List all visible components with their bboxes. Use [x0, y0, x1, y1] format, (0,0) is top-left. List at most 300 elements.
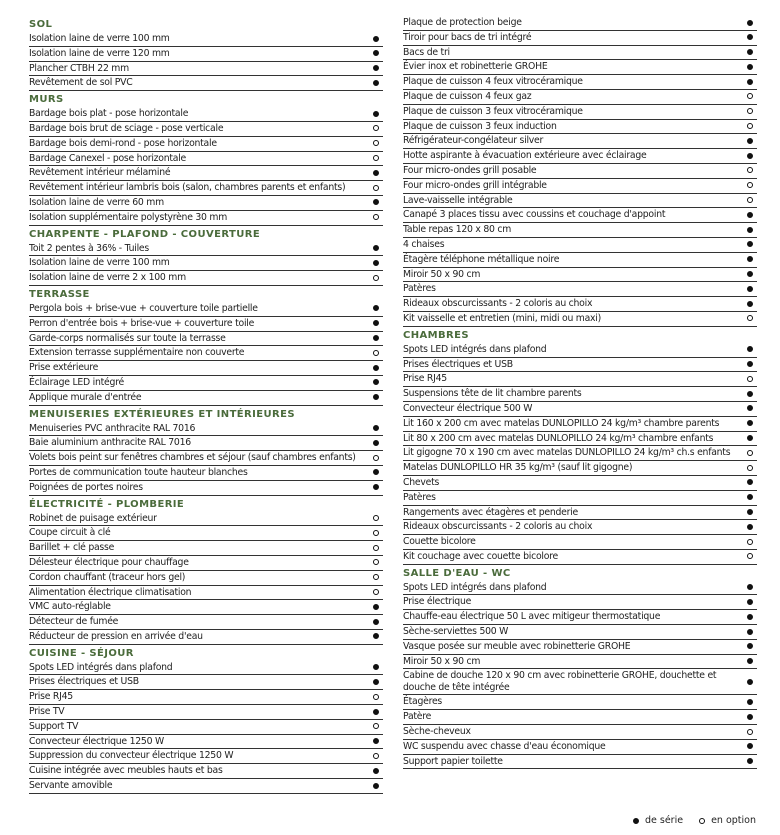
standard-dot-icon: [373, 365, 379, 371]
spec-label: Prises électriques et USB: [29, 676, 139, 688]
spec-label: Barillet + clé passe: [29, 542, 115, 554]
spec-row: [403, 520, 757, 535]
spec-label: Robinet de puisage extérieur: [29, 512, 157, 524]
status-marker: [369, 586, 383, 600]
option-circle-icon: [373, 694, 379, 700]
standard-dot-icon: [373, 604, 379, 610]
spec-row: [403, 417, 757, 432]
standard-dot-icon: [747, 643, 753, 649]
right-column: [403, 16, 757, 769]
standard-dot-icon: [373, 111, 379, 117]
status-marker: [743, 60, 757, 74]
standard-dot-icon: [747, 346, 753, 352]
spec-row: [29, 630, 383, 645]
spec-label: Miroir 50 x 90 cm: [403, 268, 481, 280]
spec-label: Tiroir pour bacs de tri intégré: [403, 31, 532, 43]
status-marker: [743, 755, 757, 769]
option-circle-icon: [373, 275, 379, 281]
spec-label: Garde-corps normalisés sur toute la terrasse: [29, 332, 226, 344]
option-circle-icon: [747, 123, 753, 129]
section-title: SOL: [29, 19, 53, 30]
standard-dot-icon: [747, 34, 753, 40]
status-marker: [743, 120, 757, 134]
spec-label: Support TV: [29, 720, 79, 732]
spec-label: Réducteur de pression en arrivée d'eau: [29, 630, 203, 642]
section-title: SALLE D'EAU - WC: [403, 567, 511, 579]
spec-row: [403, 402, 757, 417]
status-marker: [369, 436, 383, 450]
spec-row: [403, 60, 757, 75]
status-marker: [369, 541, 383, 555]
standard-dot-icon: [747, 391, 753, 397]
standard-dot-icon: [747, 699, 753, 705]
spec-row: [29, 512, 383, 527]
spec-label: Délesteur électrique pour chauffage: [29, 556, 189, 568]
option-circle-icon: [373, 589, 379, 595]
spec-row: [403, 446, 757, 461]
status-marker: [743, 610, 757, 624]
spec-row: [29, 526, 383, 541]
spec-label: Prise électrique: [403, 596, 472, 608]
spec-label: Prises électriques et USB: [403, 358, 513, 370]
spec-label: Servante amovible: [29, 780, 113, 792]
status-marker: [369, 481, 383, 495]
spec-row: [403, 432, 757, 447]
spec-label: Plaque de cuisson 4 feux vitrocéramique: [403, 76, 583, 88]
spec-label: VMC auto-réglable: [29, 601, 111, 613]
spec-row: [29, 376, 383, 391]
spec-row: [29, 346, 383, 361]
status-marker: [743, 343, 757, 357]
status-marker: [369, 47, 383, 61]
spec-row: [403, 655, 757, 670]
option-circle-icon: [747, 167, 753, 173]
spec-label: Convecteur électrique 500 W: [403, 402, 533, 414]
spec-row: [403, 358, 757, 373]
standard-dot-icon: [373, 170, 379, 176]
spec-label: Applique murale d'entrée: [29, 391, 142, 403]
spec-label: Isolation laine de verre 100 mm: [29, 33, 170, 44]
status-marker: [369, 32, 383, 46]
option-circle-icon: [373, 350, 379, 356]
status-marker: [743, 625, 757, 639]
status-marker: [369, 466, 383, 480]
spec-row: [29, 317, 383, 332]
status-marker: [743, 695, 757, 709]
section-title: MENUISERIES EXTÉRIEURES ET INTÉRIEURES: [29, 408, 295, 420]
spec-label: Spots LED intégrés dans plafond: [403, 581, 547, 593]
option-circle-icon: [747, 376, 753, 382]
status-marker: [369, 346, 383, 360]
standard-dot-icon: [747, 286, 753, 292]
status-marker: [743, 655, 757, 669]
spec-row: [29, 47, 383, 62]
standard-dot-icon: [747, 658, 753, 664]
status-marker: [369, 317, 383, 331]
status-marker: [369, 391, 383, 405]
standard-dot-icon: [747, 271, 753, 277]
standard-dot-icon: [747, 629, 753, 635]
spec-label: Bardage Canexel - pose horizontale: [29, 152, 187, 164]
spec-label: Plaque de protection beige: [403, 17, 522, 28]
standard-dot-icon: [747, 64, 753, 70]
option-circle-icon: [373, 723, 379, 729]
spec-label: Étagère téléphone métallique noire: [403, 253, 560, 265]
option-circle-icon: [747, 539, 753, 545]
status-marker: [743, 535, 757, 549]
spec-label: Isolation laine de verre 100 mm: [29, 257, 170, 269]
spec-label: Alimentation électrique climatisation: [29, 586, 192, 598]
spec-row: [29, 481, 383, 496]
spec-label: Sèche-serviettes 500 W: [403, 626, 509, 638]
status-marker: [369, 615, 383, 629]
standard-dot-icon: [747, 301, 753, 307]
standard-dot-icon: [373, 425, 379, 431]
spec-row: [403, 669, 757, 695]
spec-label: Table repas 120 x 80 cm: [403, 224, 512, 236]
legend-option-label: en option: [711, 815, 756, 826]
section-electricite-plomberie: [29, 497, 383, 645]
status-marker: [743, 46, 757, 60]
spec-row: [29, 466, 383, 481]
standard-dot-icon: [747, 361, 753, 367]
spec-row: [403, 625, 757, 640]
spec-label: Plaque de cuisson 3 feux induction: [403, 120, 557, 132]
spec-label: Kit couchage avec couette bicolore: [403, 550, 559, 562]
standard-dot-icon: [747, 241, 753, 247]
standard-dot-icon: [747, 405, 753, 411]
spec-row: [29, 436, 383, 451]
standard-dot-icon: [747, 256, 753, 262]
spec-label: Chauffe-eau électrique 50 L avec mitigeur thermostatique: [403, 611, 661, 623]
spec-row: [403, 134, 757, 149]
spec-label: Baie aluminium anthracite RAL 7016: [29, 437, 191, 449]
option-circle-icon: [373, 125, 379, 131]
standard-dot-icon: [747, 679, 753, 685]
standard-dot-icon: [747, 420, 753, 426]
spec-label: Extension terrasse supplémentaire non couverte: [29, 347, 245, 359]
spec-row: [403, 755, 757, 770]
standard-dot-icon: [747, 212, 753, 218]
spec-row: [403, 297, 757, 312]
spec-label: Pergola bois + brise-vue + couverture toile partielle: [29, 302, 258, 314]
status-marker: [743, 134, 757, 148]
spec-label: Menuiseries PVC anthracite RAL 7016: [29, 422, 196, 434]
option-circle-icon: [373, 185, 379, 191]
option-circle-icon: [373, 574, 379, 580]
status-marker: [369, 332, 383, 346]
spec-label: Rideaux obscurcissants - 2 coloris au choix: [403, 298, 593, 310]
standard-dot-icon: [373, 440, 379, 446]
standard-dot-icon: [747, 758, 753, 764]
status-marker: [743, 725, 757, 739]
section-salle-d-eau-wc: [403, 566, 757, 770]
spec-label: Patères: [403, 491, 436, 503]
status-marker: [743, 282, 757, 296]
spec-label: Lit gigogne 70 x 190 cm avec matelas DUNLOPILLO 24 kg/m³ ch.s enfants: [403, 447, 731, 459]
spec-row: [29, 451, 383, 466]
spec-row: [403, 695, 757, 710]
spec-label: Isolation laine de verre 2 x 100 mm: [29, 272, 186, 284]
spec-label: Portes de communication toute hauteur blanches: [29, 466, 248, 478]
standard-dot-icon: [747, 599, 753, 605]
status-marker: [743, 372, 757, 386]
spec-row: [403, 476, 757, 491]
spec-row: [29, 779, 383, 794]
spec-label: Prise TV: [29, 706, 65, 718]
spec-row: [29, 615, 383, 630]
standard-dot-icon: [747, 494, 753, 500]
status-marker: [743, 31, 757, 45]
standard-dot-icon: [373, 394, 379, 400]
status-marker: [369, 211, 383, 225]
status-marker: [369, 302, 383, 316]
spec-row: [403, 506, 757, 521]
section-terrasse: [29, 287, 383, 406]
standard-dot-icon: [373, 679, 379, 685]
spec-row: [29, 107, 383, 122]
spec-label: Rangements avec étagères et penderie: [403, 506, 578, 518]
option-circle-icon: [747, 197, 753, 203]
spec-row: [403, 90, 757, 105]
spec-row: [403, 179, 757, 194]
status-marker: [369, 376, 383, 390]
standard-dot-icon: [373, 709, 379, 715]
option-circle-icon: [747, 450, 753, 456]
spec-row: [403, 268, 757, 283]
spec-row: [403, 640, 757, 655]
standard-dot-icon: [373, 50, 379, 56]
spec-row: [29, 556, 383, 571]
spec-row: [403, 164, 757, 179]
spec-row: [403, 491, 757, 506]
spec-label: Revêtement de sol PVC: [29, 77, 133, 89]
option-circle-icon: [373, 455, 379, 461]
status-marker: [743, 268, 757, 282]
spec-label: Volets bois peint sur fenêtres chambres et séjour (sauf chambres enfants): [29, 452, 356, 464]
status-marker: [743, 149, 757, 163]
status-marker: [743, 164, 757, 178]
spec-label: Matelas DUNLOPILLO HR 35 kg/m³ (sauf lit gigogne): [403, 462, 633, 474]
spec-row: [29, 720, 383, 735]
spec-label: Bardage bois plat - pose horizontale: [29, 108, 189, 120]
spec-row: [29, 181, 383, 196]
status-marker: [369, 735, 383, 749]
status-marker: [369, 600, 383, 614]
status-marker: [743, 387, 757, 401]
status-marker: [743, 238, 757, 252]
status-marker: [743, 581, 757, 595]
option-circle-icon: [747, 553, 753, 559]
spec-label: Plaque de cuisson 4 feux gaz: [403, 90, 532, 102]
spec-row: [29, 32, 383, 47]
spec-row: [403, 194, 757, 209]
spec-label: Support papier toilette: [403, 755, 503, 767]
spec-label: Prise RJ45: [29, 691, 73, 703]
spec-row: [29, 122, 383, 137]
status-marker: [369, 705, 383, 719]
spec-row: [403, 581, 757, 596]
spec-label: Isolation supplémentaire polystyrène 30 mm: [29, 211, 228, 223]
spec-row: [29, 735, 383, 750]
spec-label: Toit 2 pentes à 36% - Tuiles: [29, 242, 149, 254]
status-marker: [743, 358, 757, 372]
standard-dot-icon: [747, 743, 753, 749]
spec-row: [403, 535, 757, 550]
spec-label: Kit vaisselle et entretien (mini, midi ou maxi): [403, 312, 602, 324]
standard-dot-icon: [373, 738, 379, 744]
status-marker: [743, 417, 757, 431]
status-marker: [369, 242, 383, 256]
spec-label: Vasque posée sur meuble avec robinetterie GROHE: [403, 640, 631, 652]
status-marker: [743, 16, 757, 30]
status-marker: [743, 90, 757, 104]
status-marker: [743, 179, 757, 193]
spec-row: [29, 541, 383, 556]
status-marker: [743, 253, 757, 267]
spec-label: Cabine de douche 120 x 90 cm avec robinetterie GROHE, douchette et douche de tête intégrée: [403, 670, 717, 693]
spec-row: [29, 361, 383, 376]
spec-row: [403, 75, 757, 90]
spec-row: [29, 675, 383, 690]
status-marker: [743, 640, 757, 654]
spec-row: [29, 271, 383, 286]
standard-dot-icon: [373, 305, 379, 311]
status-marker: [369, 256, 383, 270]
spec-label: Patère: [403, 711, 432, 723]
spec-label: Plancher CTBH 22 mm: [29, 62, 129, 74]
standard-dot-icon: [373, 320, 379, 326]
spec-label: Lit 160 x 200 cm avec matelas DUNLOPILLO 24 kg/m³ chambre parents: [403, 417, 720, 429]
standard-dot-icon: [373, 783, 379, 789]
spec-row: [403, 120, 757, 135]
section-cuisine-sejour: [29, 646, 383, 794]
spec-row: [403, 740, 757, 755]
spec-label: Four micro-ondes grill posable: [403, 164, 537, 176]
status-marker: [743, 402, 757, 416]
spec-label: Convecteur électrique 1250 W: [29, 735, 164, 747]
spec-label: Bacs de tri: [403, 46, 450, 58]
spec-row: [29, 166, 383, 181]
spec-label: Suppression du convecteur électrique 1250 W: [29, 750, 234, 762]
section-charpente-plafond-couverture: [29, 227, 383, 286]
status-marker: [743, 432, 757, 446]
status-marker: [743, 223, 757, 237]
spec-row: [29, 62, 383, 77]
section-title: CUISINE - SÉJOUR: [29, 647, 134, 659]
option-circle-icon: [373, 753, 379, 759]
spec-row: [29, 661, 383, 676]
spec-row: [403, 46, 757, 61]
status-marker: [369, 422, 383, 436]
status-marker: [369, 571, 383, 585]
option-circle-icon: [373, 545, 379, 551]
standard-dot-icon: [373, 469, 379, 475]
status-marker: [743, 506, 757, 520]
status-marker: [743, 208, 757, 222]
section-title: CHARPENTE - PLAFOND - COUVERTURE: [29, 228, 261, 240]
standard-dot-icon: [747, 714, 753, 720]
spec-label: Poignées de portes noires: [29, 481, 143, 493]
standard-dot-icon: [747, 49, 753, 55]
status-marker: [369, 181, 383, 195]
status-marker: [369, 720, 383, 734]
spec-label: Perron d'entrée bois + brise-vue + couverture toile: [29, 317, 255, 329]
status-marker: [369, 107, 383, 121]
spec-row: [29, 586, 383, 601]
status-marker: [369, 361, 383, 375]
section-chambres: [403, 328, 757, 565]
status-marker: [743, 312, 757, 326]
spec-label: Cuisine intégrée avec meubles hauts et bas: [29, 765, 223, 777]
status-marker: [369, 152, 383, 166]
status-marker: [369, 271, 383, 285]
option-circle-icon: [373, 559, 379, 565]
section-title: TERRASSE: [29, 288, 90, 300]
spec-label: Éclairage LED intégré: [29, 376, 124, 388]
spec-label: Isolation laine de verre 120 mm: [29, 47, 170, 59]
status-marker: [369, 62, 383, 76]
status-marker: [369, 661, 383, 675]
status-marker: [369, 675, 383, 689]
spec-label: Coupe circuit à clé: [29, 527, 111, 539]
spec-row: [29, 332, 383, 347]
status-marker: [743, 710, 757, 724]
section-sol: [29, 17, 383, 91]
section-title: ÉLECTRICITÉ - PLOMBERIE: [29, 498, 185, 510]
standard-dot-icon: [747, 479, 753, 485]
status-marker: [369, 122, 383, 136]
spec-row: [403, 238, 757, 253]
status-marker: [369, 764, 383, 778]
spec-row: [403, 550, 757, 565]
status-marker: [743, 446, 757, 460]
spec-row: [403, 725, 757, 740]
section-menuiseries-exterieures-et-interieures: [29, 407, 383, 496]
status-marker: [743, 740, 757, 754]
option-circle-icon: [373, 515, 379, 521]
left-column: [29, 16, 383, 794]
spec-label: Hotte aspirante à évacuation extérieure avec éclairage: [403, 150, 647, 162]
spec-row: [403, 253, 757, 268]
status-marker: [369, 451, 383, 465]
spec-row: [29, 422, 383, 437]
standard-dot-icon: [373, 245, 379, 251]
spec-label: Évier inox et robinetterie GROHE: [403, 61, 548, 73]
spec-label: Canapé 3 places tissu avec coussins et couchage d'appoint: [403, 209, 666, 221]
standard-dot-icon: [747, 153, 753, 159]
spec-label: Couette bicolore: [403, 536, 476, 548]
spec-row: [29, 302, 383, 317]
section-title: CHAMBRES: [403, 329, 469, 341]
standard-dot-icon: [747, 138, 753, 144]
status-marker: [743, 105, 757, 119]
status-marker: [743, 476, 757, 490]
standard-dot-icon: [373, 664, 379, 670]
option-circle-icon: [699, 818, 705, 824]
spec-label: Patères: [403, 283, 436, 295]
spec-row: [403, 312, 757, 327]
status-marker: [369, 526, 383, 540]
spec-label: Lave-vaisselle intégrable: [403, 194, 513, 206]
spec-label: Spots LED intégrés dans plafond: [29, 661, 173, 673]
status-marker: [369, 630, 383, 644]
standard-dot-icon: [373, 633, 379, 639]
spec-row: [403, 16, 757, 31]
spec-row: [403, 208, 757, 223]
standard-dot-icon: [373, 36, 379, 42]
standard-dot-icon: [747, 227, 753, 233]
